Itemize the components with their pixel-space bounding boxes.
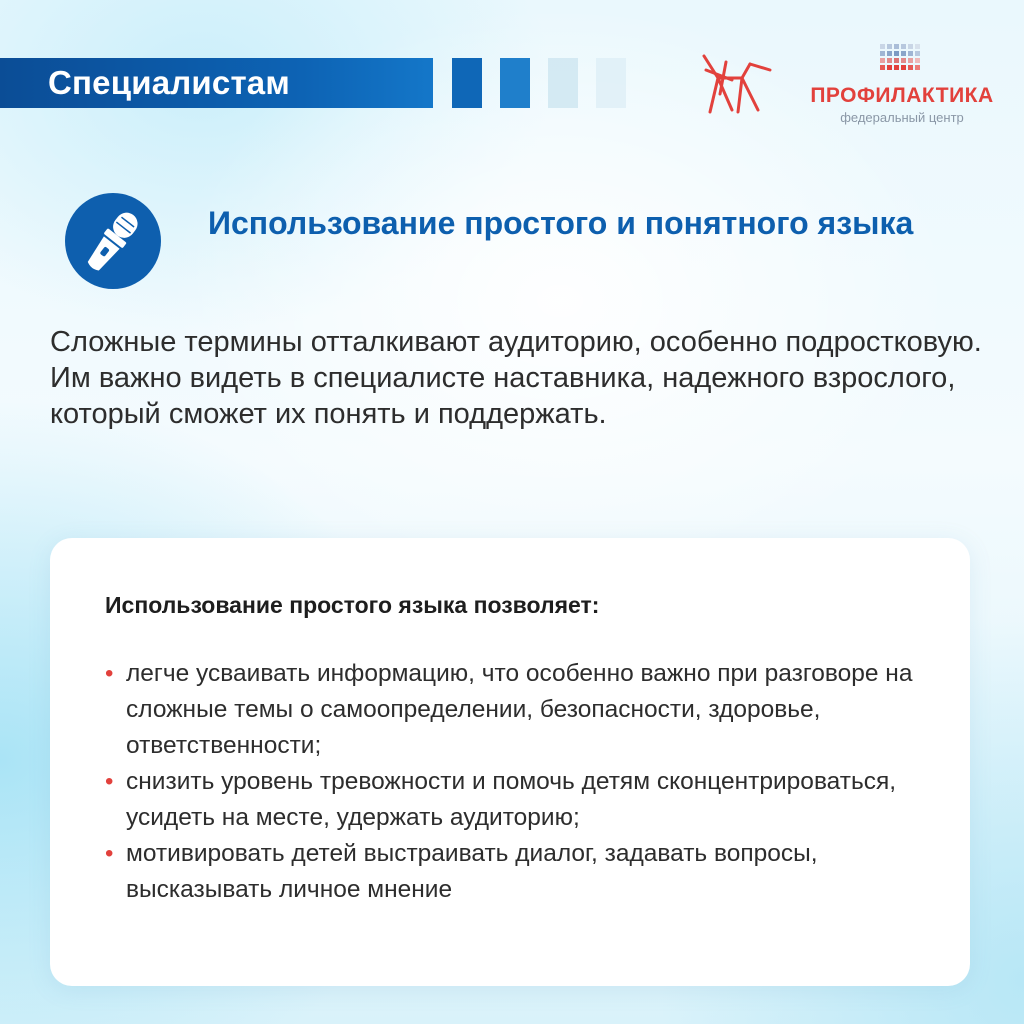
header-band [0,58,433,108]
header-stripe [500,58,530,108]
header-stripe [452,58,482,108]
list-item-text: мотивировать детей выстраивать диалог, задавать вопросы, высказывать личное мнение [126,840,818,903]
card-heading: Использование простого языка позволяет: [105,592,600,618]
info-card [50,538,970,986]
pixel-grid-icon [880,44,928,76]
microphone-icon [65,193,161,289]
bullet-icon: • [105,768,114,795]
intro-paragraph: Сложные термины отталкивают аудиторию, особенно подростковую. Им важно видеть в специалисте наставника, надежного взрослого, который сможет их понять и поддержать. [50,326,982,430]
list-item [105,656,935,764]
list-item-text: снизить уровень тревожности и помочь детям сконцентрироваться, усидеть на месте, удержать аудиторию; [126,768,897,831]
header-stripe [596,58,626,108]
profilaktika-logo [800,44,1004,128]
logo-name: ПРОФИЛАКТИКА [810,84,994,107]
header-stripe [548,58,578,108]
section-title: Использование простого и понятного языка [208,205,914,241]
bullet-icon: • [105,660,114,687]
list-item [105,764,935,836]
bullet-icon: • [105,840,114,867]
benefit-list [105,656,935,908]
horse-logo-icon [698,50,774,116]
logo-subtitle: федеральный центр [840,110,964,125]
list-item-text: легче усваивать информацию, что особенно важно при разговоре на сложные темы о самоопределении, безопасности, здоровье, ответственности; [126,660,913,759]
list-item [105,836,935,908]
header-title: Специалистам [48,64,290,101]
microphone-icon-badge [65,193,161,289]
